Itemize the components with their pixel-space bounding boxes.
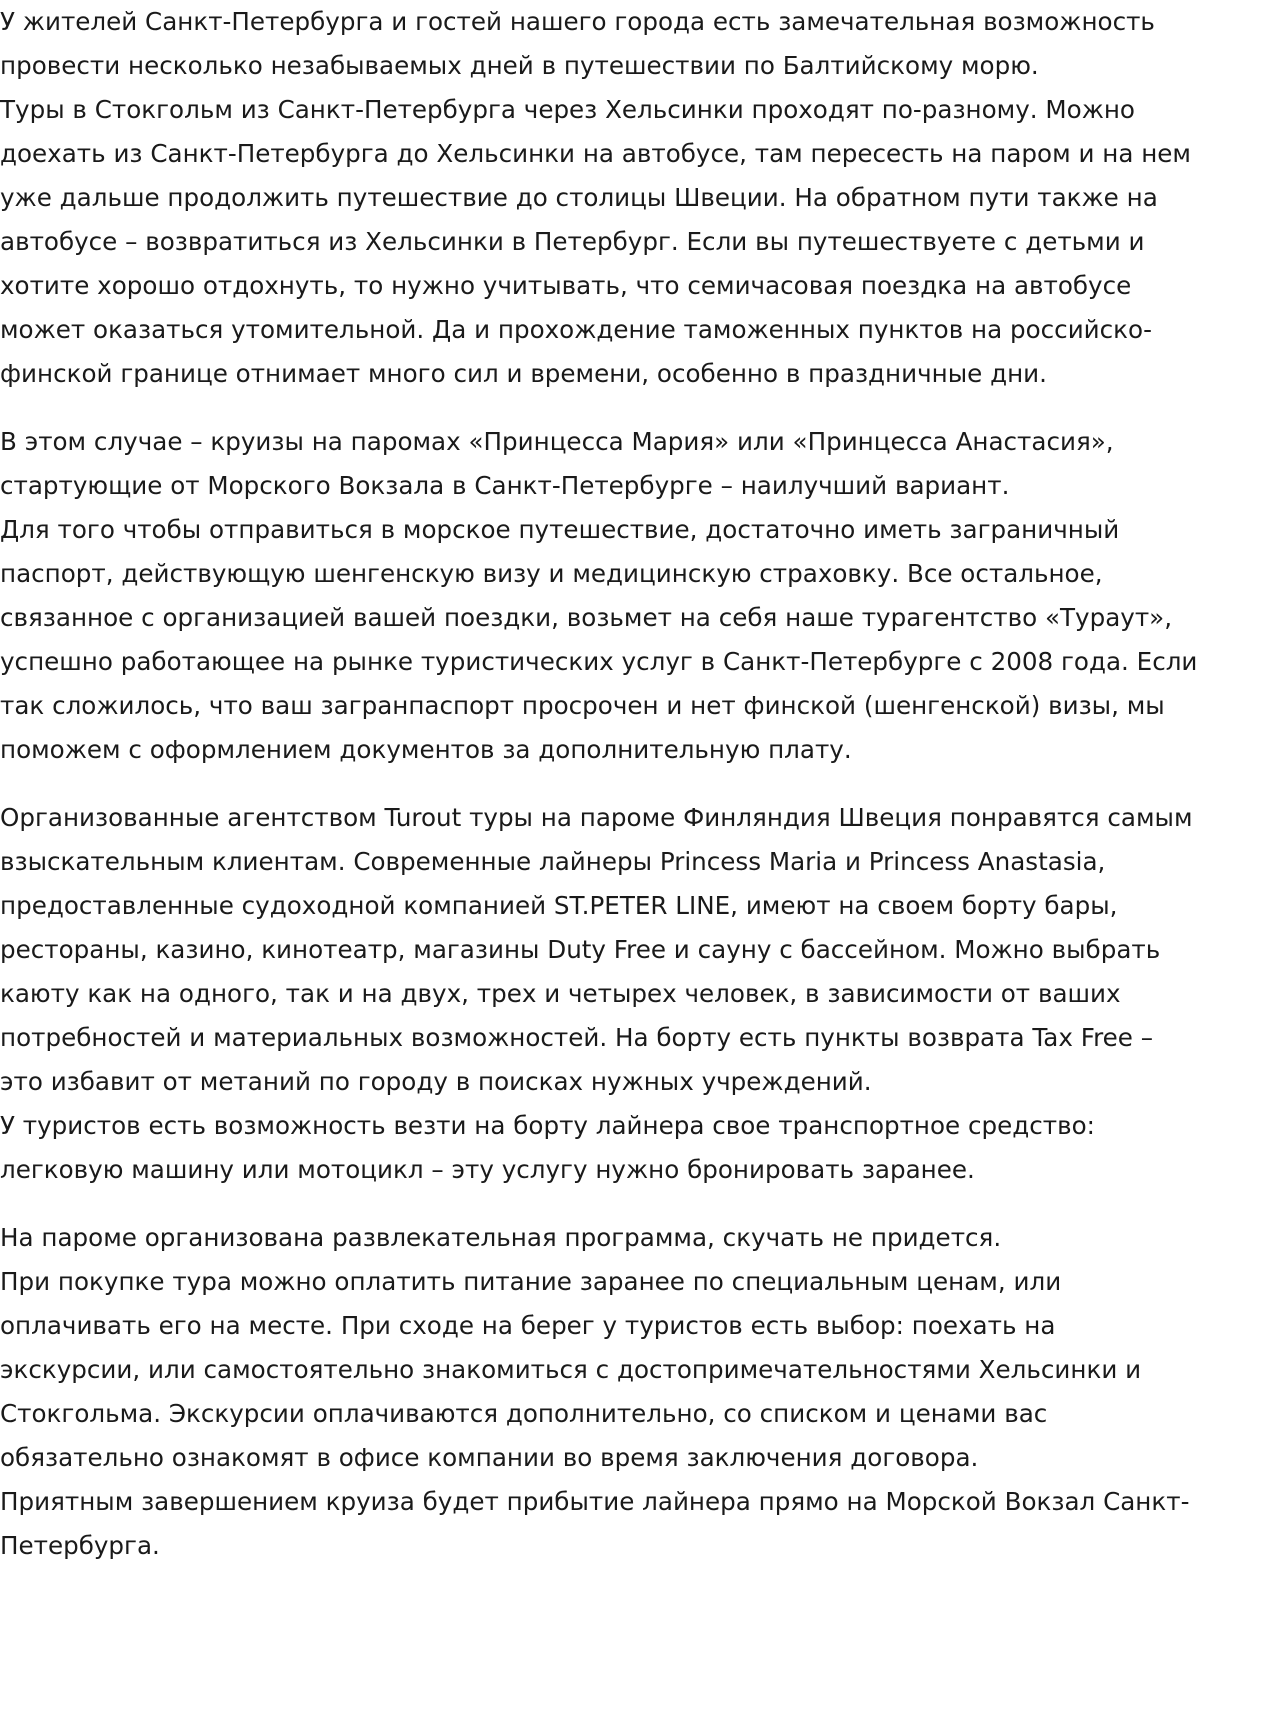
text-line: У туристов есть возможность везти на борту лайнера свое транспортное средство: bbox=[0, 1111, 1095, 1140]
text-line: так сложилось, что ваш загранпаспорт просрочен и нет финской (шенгенской) визы, мы bbox=[0, 691, 1165, 720]
text-line: Туры в Стокгольм из Санкт-Петербурга через Хельсинки проходят по-разному. Можно bbox=[0, 95, 1135, 124]
text-line: Для того чтобы отправиться в морское путешествие, достаточно иметь заграничный bbox=[0, 515, 1120, 544]
text-line: У жителей Санкт-Петербурга и гостей нашего города есть замечательная возможность bbox=[0, 7, 1155, 36]
text-line: Приятным завершением круиза будет прибытие лайнера прямо на Морской Вокзал Санкт- bbox=[0, 1487, 1190, 1516]
text-line: финской границе отнимает много сил и времени, особенно в праздничные дни. bbox=[0, 359, 1047, 388]
text-line: На пароме организована развлекательная программа, скучать не придется. bbox=[0, 1223, 1002, 1252]
text-line: хотите хорошо отдохнуть, то нужно учитывать, что семичасовая поездка на автобусе bbox=[0, 271, 1132, 300]
text-line: уже дальше продолжить путешествие до столицы Швеции. На обратном пути также на bbox=[0, 183, 1158, 212]
text-line: поможем с оформлением документов за дополнительную плату. bbox=[0, 735, 852, 764]
text-line: потребностей и материальных возможностей. На борту есть пункты возврата Tax Free – bbox=[0, 1023, 1154, 1052]
text-line: автобусе – возвратиться из Хельсинки в Петербург. Если вы путешествуете с детьми и bbox=[0, 227, 1145, 256]
text-line: рестораны, казино, кинотеатр, магазины Duty Free и сауну с бассейном. Можно выбрать bbox=[0, 935, 1161, 964]
text-line: легковую машину или мотоцикл – эту услугу нужно бронировать заранее. bbox=[0, 1155, 975, 1184]
text-line: При покупке тура можно оплатить питание заранее по специальным ценам, или bbox=[0, 1267, 1062, 1296]
text-line: паспорт, действующую шенгенскую визу и медицинскую страховку. Все остальное, bbox=[0, 559, 1103, 588]
text-line: успешно работающее на рынке туристических услуг в Санкт-Петербурге с 2008 года. Если bbox=[0, 647, 1198, 676]
text-line: Петербурга. bbox=[0, 1531, 160, 1560]
paragraph-1 bbox=[0, 0, 1270, 396]
text-line: взыскательным клиентам. Современные лайнеры Princess Maria и Princess Anastasia, bbox=[0, 847, 1106, 876]
text-line: стартующие от Морского Вокзала в Санкт-Петербурге – наилучший вариант. bbox=[0, 471, 1010, 500]
paragraph-4 bbox=[0, 1216, 1270, 1568]
text-line: экскурсии, или самостоятельно знакомиться с достопримечательностями Хельсинки и bbox=[0, 1355, 1142, 1384]
text-line: Организованные агентством Turout туры на пароме Финляндия Швеция понравятся самым bbox=[0, 803, 1193, 832]
text-line: провести несколько незабываемых дней в путешествии по Балтийскому морю. bbox=[0, 51, 1039, 80]
text-line: В этом случае – круизы на паромах «Принцесса Мария» или «Принцесса Анастасия», bbox=[0, 427, 1114, 456]
text-line: Стокгольма. Экскурсии оплачиваются дополнительно, со списком и ценами вас bbox=[0, 1399, 1048, 1428]
text-line: каюту как на одного, так и на двух, трех и четырех человек, в зависимости от ваших bbox=[0, 979, 1121, 1008]
text-line: это избавит от метаний по городу в поисках нужных учреждений. bbox=[0, 1067, 872, 1096]
text-line: оплачивать его на месте. При сходе на берег у туристов есть выбор: поехать на bbox=[0, 1311, 1056, 1340]
text-line: обязательно ознакомят в офисе компании во время заключения договора. bbox=[0, 1443, 979, 1472]
paragraph-2 bbox=[0, 420, 1270, 772]
text-line: предоставленные судоходной компанией ST.PETER LINE, имеют на своем борту бары, bbox=[0, 891, 1118, 920]
text-line: может оказаться утомительной. Да и прохождение таможенных пунктов на российско- bbox=[0, 315, 1152, 344]
text-line: доехать из Санкт-Петербурга до Хельсинки на автобусе, там пересесть на паром и на нем bbox=[0, 139, 1191, 168]
text-line: связанное с организацией вашей поездки, возьмет на себя наше турагентство «Тураут», bbox=[0, 603, 1173, 632]
paragraph-3 bbox=[0, 796, 1270, 1192]
